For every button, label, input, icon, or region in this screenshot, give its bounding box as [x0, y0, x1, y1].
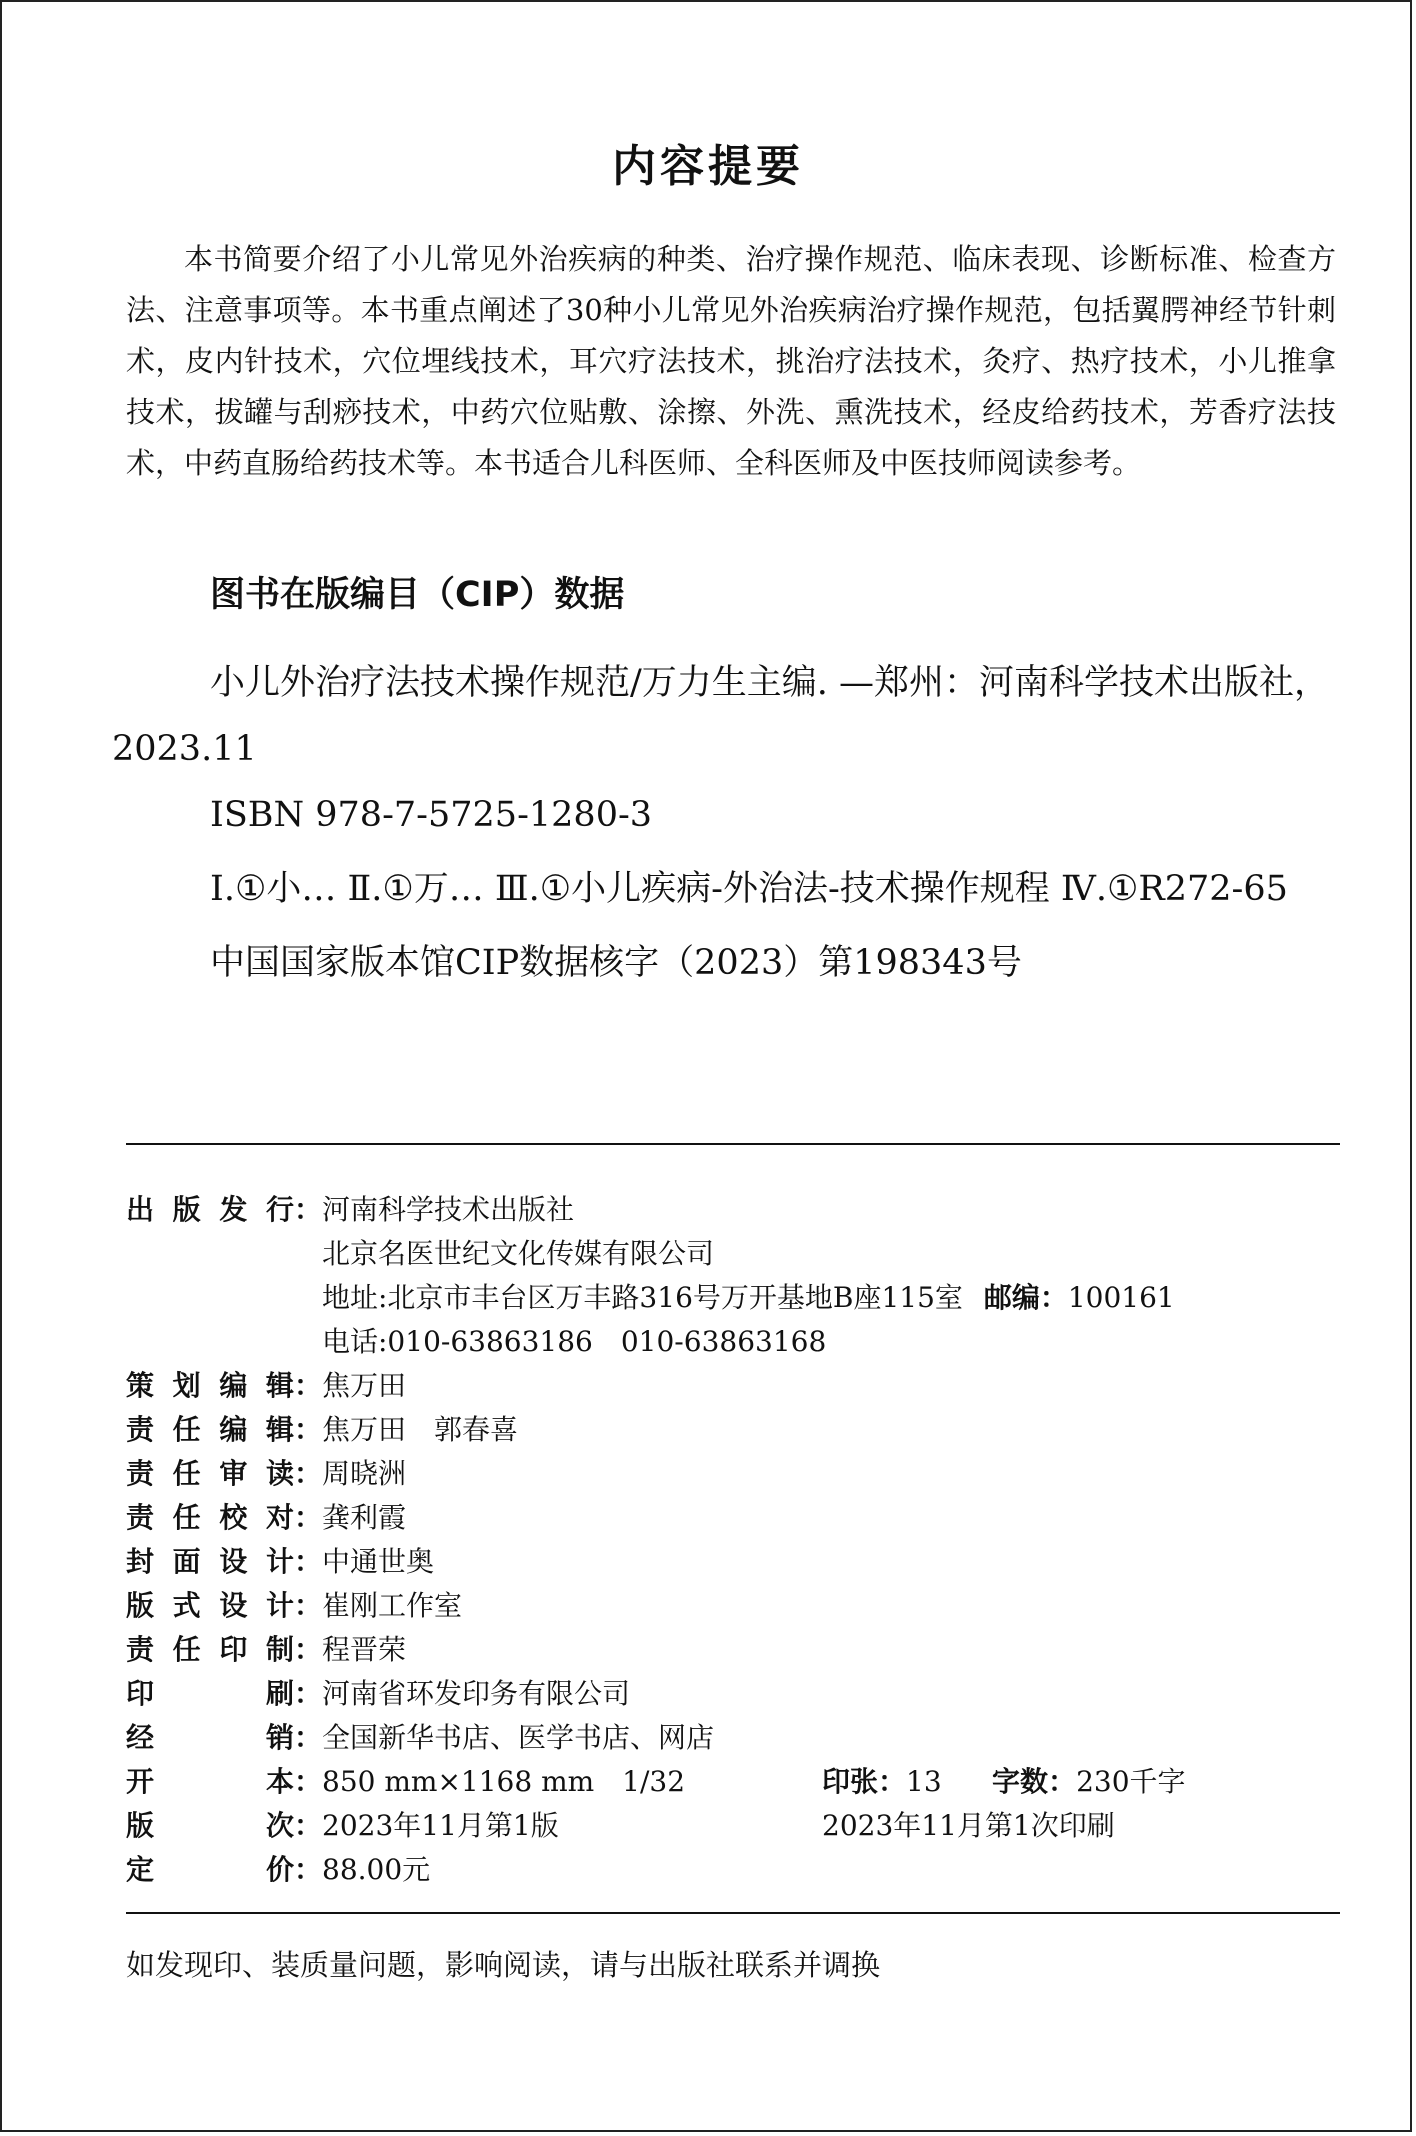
credit-label: 责 任 编 辑 [126, 1413, 294, 1446]
credit-layout-design: 版 式 设 计 ： 崔刚工作室 [126, 1584, 1356, 1628]
responsible-editor-value: 焦万田 郭春喜 [322, 1413, 519, 1446]
credit-label: 经 销 [126, 1721, 294, 1754]
credit-price: 定 价 ： 88.00元 [126, 1848, 1356, 1892]
publisher-value: 河南科学技术出版社 [322, 1193, 575, 1226]
words-value: 230千字 [1076, 1765, 1186, 1798]
credit-label: 封 面 设 计 [126, 1545, 294, 1578]
credit-print-supervisor: 责 任 印 制 ： 程晋荣 [126, 1628, 1356, 1672]
credit-label: 版 式 设 计 [126, 1589, 294, 1622]
credit-label: 定 价 [126, 1853, 294, 1886]
edition-value: 2023年11月第1版 [322, 1809, 559, 1842]
credit-cover-design: 封 面 设 计 ： 中通世奥 [126, 1540, 1356, 1584]
words-label: 字数 [992, 1765, 1049, 1798]
cip-verification: 中国国家版本馆CIP数据核字（2023）第198343号 [210, 943, 1022, 983]
credit-label: 印 刷 [126, 1677, 294, 1710]
credit-responsible-editor: 责 任 编 辑 ： 焦万田 郭春喜 [126, 1408, 1356, 1452]
cip-classification: Ⅰ.①小… Ⅱ.①万… Ⅲ.①小儿疾病-外治法-技术操作规程 Ⅳ.①R272-65 [210, 869, 1288, 909]
credit-label: 版 次 [126, 1809, 294, 1842]
credit-label: 开 本 [126, 1765, 294, 1798]
credit-label: 责 任 校 对 [126, 1501, 294, 1534]
printing-value: 2023年11月第1次印刷 [822, 1809, 1115, 1842]
postcode: 100161 [1067, 1281, 1175, 1314]
credit-proofreader: 责 任 校 对 ： 龚利霞 [126, 1496, 1356, 1540]
bottom-divider [126, 1912, 1340, 1914]
sheets-value: 13 [906, 1765, 942, 1798]
publication-credits [126, 1188, 1356, 1892]
cip-isbn: ISBN 978-7-5725-1280-3 [210, 795, 653, 835]
reviewer-value: 周晓洲 [322, 1457, 407, 1490]
credit-label: 出 版 发 行 [126, 1193, 294, 1226]
distributor-value: 全国新华书店、医学书店、网店 [322, 1721, 715, 1754]
page-title: 内容提要 [612, 141, 804, 192]
cover-design-value: 中通世奥 [322, 1545, 435, 1578]
top-divider [126, 1143, 1340, 1145]
credit-reviewer: 责 任 审 读 ： 周晓洲 [126, 1452, 1356, 1496]
address-line: 地址:北京市丰台区万丰路316号万开基地B座115室 邮编：100161 [322, 1281, 1175, 1314]
cip-data-block [112, 650, 1346, 996]
layout-design-value: 崔刚工作室 [322, 1589, 463, 1622]
credit-label: 责 任 审 读 [126, 1457, 294, 1490]
printer-value: 河南省环发印务有限公司 [322, 1677, 631, 1710]
proofreader-value: 龚利霞 [322, 1501, 407, 1534]
address: 地址:北京市丰台区万丰路316号万开基地B座115室 [322, 1281, 963, 1314]
credit-distributor: 经 销 ： 全国新华书店、医学书店、网店 [126, 1716, 1356, 1760]
credit-publisher: 出 版 发 行 ： 河南科学技术出版社 [126, 1188, 1356, 1232]
quality-notice: 如发现印、装质量问题，影响阅读，请与出版社联系并调换 [126, 1948, 881, 1982]
postcode-label: 邮编 [983, 1281, 1040, 1314]
sheets-label: 印张 [822, 1765, 879, 1798]
phone-line: 电话:010-63863186 010-63863168 [322, 1325, 827, 1358]
credit-planning-editor: 策 划 编 辑 ： 焦万田 [126, 1364, 1356, 1408]
planning-editor-value: 焦万田 [322, 1369, 407, 1402]
cip-heading: 图书在版编目（CIP）数据 [210, 575, 625, 615]
credit-printer: 印 刷 ： 河南省环发印务有限公司 [126, 1672, 1356, 1716]
credit-label: 责 任 印 制 [126, 1633, 294, 1666]
credit-format: 开 本 ： 850 mm×1168 mm 1/32 印张：13 字数：230千字 [126, 1760, 1356, 1804]
print-supervisor-value: 程晋荣 [322, 1633, 407, 1666]
cip-entry: 小儿外治疗法技术操作规范/万力生主编. —郑州：河南科学技术出版社，2023.11 [112, 663, 1330, 769]
co-publisher: 北京名医世纪文化传媒有限公司 [322, 1237, 715, 1270]
summary-paragraph: 本书简要介绍了小儿常见外治疾病的种类、治疗操作规范、临床表现、诊断标准、检查方法、注意事项等。本书重点阐述了30种小儿常见外治疾病治疗操作规范，包括翼腭神经节针刺术，皮内针技术，穴位埋线技术，耳穴疗法技术，挑治疗法技术，灸疗、热疗技术，小儿推拿技术，拔罐与刮痧技术，中药穴位贴敷、涂擦、外洗、熏洗技术，经皮给药技术，芳香疗法技术，中药直肠给药技术等。本书适合儿科医师、全科医师及中医技师阅读参考。 [126, 242, 1336, 480]
credit-edition: 版 次 ： 2023年11月第1版 2023年11月第1次印刷 [126, 1804, 1356, 1848]
format-value: 850 mm×1168 mm 1/32 [322, 1765, 686, 1798]
price-value: 88.00元 [322, 1853, 431, 1886]
credit-label: 策 划 编 辑 [126, 1369, 294, 1402]
